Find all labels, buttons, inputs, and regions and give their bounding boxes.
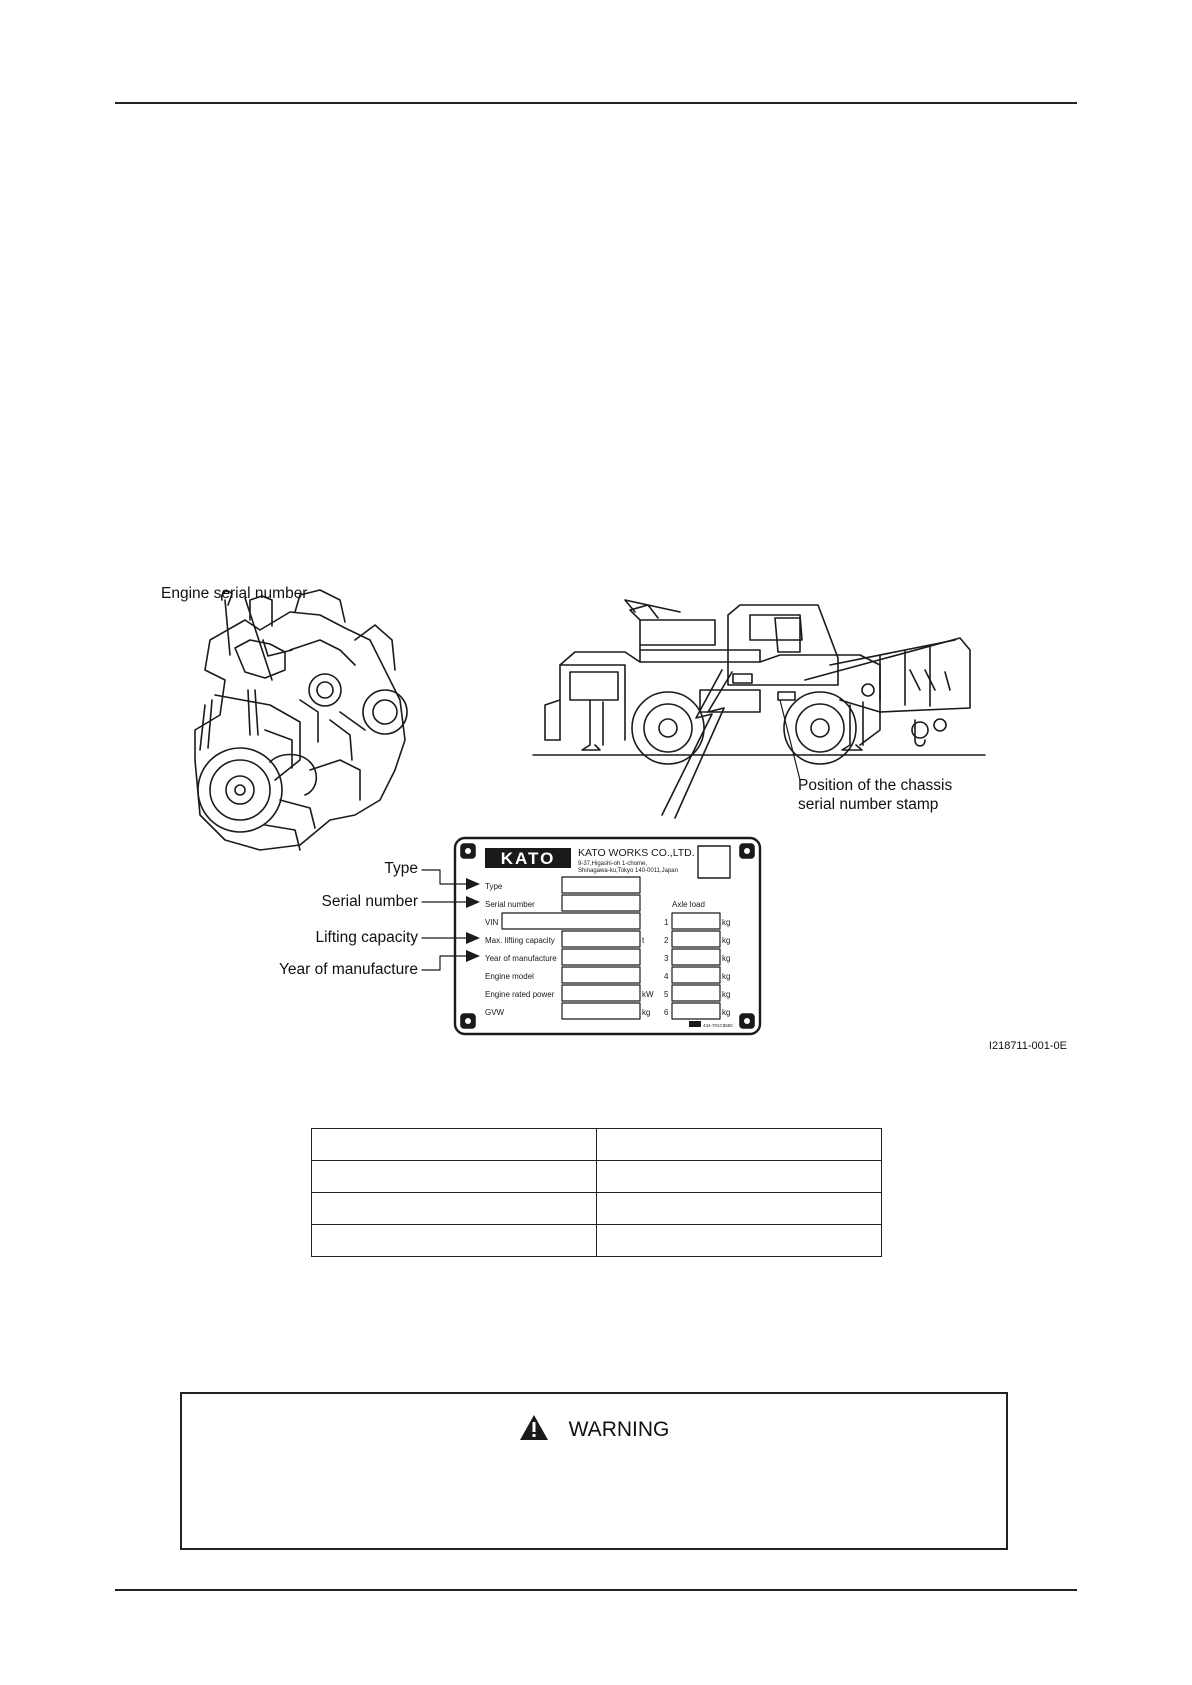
- table-cell: [312, 1225, 597, 1257]
- chassis-stamp-leader: [780, 700, 800, 780]
- plate-field-serial: Serial number: [485, 900, 535, 909]
- plate-axle-unit: kg: [722, 972, 731, 981]
- plate-callout-leaders: [422, 870, 470, 970]
- plate-field-year: Year of manufacture: [485, 954, 557, 963]
- plate-axle-num: 4: [664, 972, 669, 981]
- table-cell: [312, 1129, 597, 1161]
- plate-part-number: 444-701C8550: [703, 1023, 733, 1028]
- table-cell: [597, 1193, 882, 1225]
- plate-location-leader-2: [675, 672, 732, 818]
- plate-unit-kg: kg: [642, 1008, 651, 1017]
- table-cell: [312, 1161, 597, 1193]
- table-cell: [312, 1193, 597, 1225]
- crane-illustration: [533, 600, 985, 764]
- plate-axle-unit: kg: [722, 1008, 731, 1017]
- serial-number-label: Serial number: [321, 893, 418, 910]
- plate-axle-unit: kg: [722, 954, 731, 963]
- type-label: Type: [384, 860, 418, 877]
- chassis-stamp-label-1: Position of the chassis: [798, 777, 953, 794]
- plate-field-vin: VIN: [485, 918, 499, 927]
- plate-company: KATO WORKS CO.,LTD.: [578, 847, 695, 859]
- plate-field-engine-model: Engine model: [485, 972, 534, 981]
- warning-title: WARNING: [568, 1418, 670, 1441]
- chassis-stamp-label-2: serial number stamp: [798, 796, 939, 813]
- plate-field-engine-power: Engine rated power: [485, 990, 555, 999]
- plate-unit-kw: kW: [642, 990, 654, 999]
- plate-axle-num: 5: [664, 990, 669, 999]
- plate-logo: KATO: [500, 849, 556, 868]
- engine-illustration: [195, 590, 407, 850]
- plate-address-1: 9-37,Higashi-oh 1-chome,: [578, 861, 648, 867]
- table-row: [312, 1161, 882, 1193]
- engine-serial-label: Engine serial number: [161, 585, 308, 602]
- warning-triangle-icon: [519, 1414, 549, 1441]
- plate-axle-unit: kg: [722, 936, 731, 945]
- table-row: [312, 1129, 882, 1161]
- serial-record-table: [311, 1128, 882, 1257]
- warning-box: [180, 1392, 1008, 1550]
- table-row: [312, 1225, 882, 1257]
- plate-axle-num: 6: [664, 1008, 669, 1017]
- table-cell: [597, 1161, 882, 1193]
- plate-address-2: Shinagawa-ku,Tokyo 140-0011,Japan: [578, 868, 678, 874]
- table-cell: [597, 1225, 882, 1257]
- plate-axle-num: 3: [664, 954, 669, 963]
- engine-leader-line: [245, 598, 272, 680]
- plate-unit-t: t: [642, 936, 645, 945]
- plate-field-gvw: GVW: [485, 1008, 505, 1017]
- year-of-manufacture-label: Year of manufacture: [278, 961, 418, 978]
- table-cell: [597, 1129, 882, 1161]
- plate-axle-title: Axle load: [672, 900, 705, 909]
- plate-axle-unit: kg: [722, 990, 731, 999]
- plate-axle-num: 2: [664, 936, 669, 945]
- figure-id: I218711-001-0E: [988, 1040, 1067, 1052]
- plate-field-lifting: Max. lifting capacity: [485, 936, 555, 945]
- plate-axle-unit: kg: [722, 918, 731, 927]
- warning-title-row: [182, 1414, 1006, 1442]
- plate-callout-arrows: [466, 878, 480, 962]
- table-row: [312, 1193, 882, 1225]
- lifting-capacity-label: Lifting capacity: [315, 929, 418, 946]
- plate-axle-num: 1: [664, 918, 669, 927]
- footer-rule: [115, 1589, 1077, 1591]
- plate-field-type: Type: [485, 882, 503, 891]
